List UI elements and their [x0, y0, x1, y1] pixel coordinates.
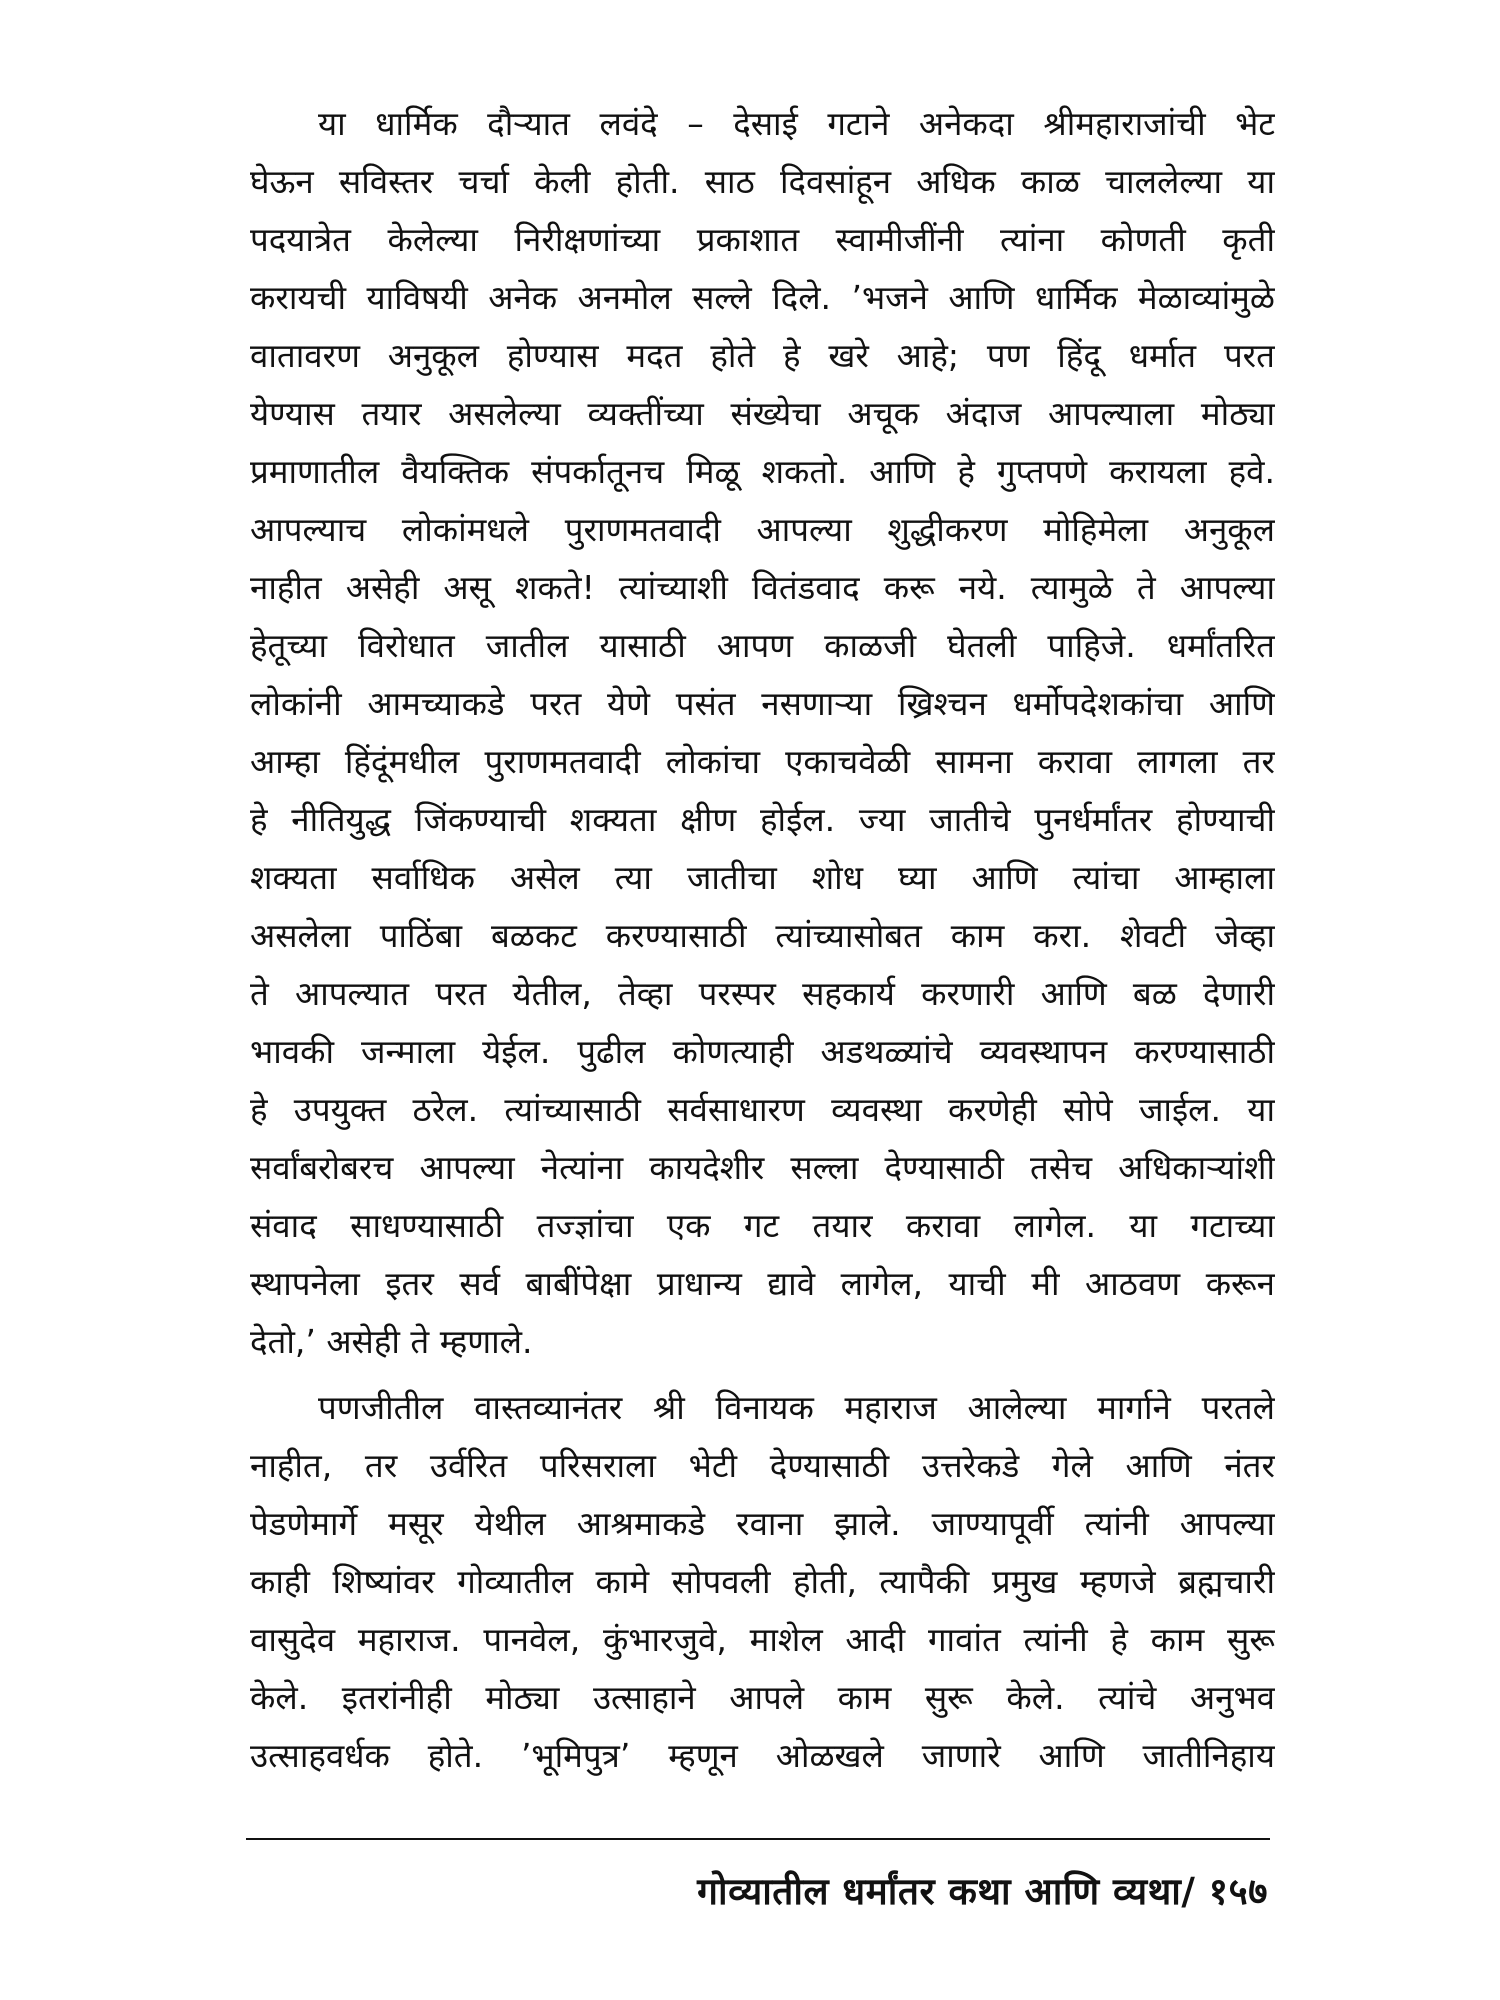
- text-line: ते आपल्यात परत येतील, तेव्हा परस्पर सहकार्य करणारी आणि बळ देणारी: [250, 974, 1275, 1013]
- text-line: उत्साहवर्धक होते. ’भूमिपुत्र’ म्हणून ओळखले जाणारे आणि जातीनिहाय: [250, 1736, 1275, 1775]
- text-line: येण्यास तयार असलेल्या व्यक्तींच्या संख्येचा अचूक अंदाज आपल्याला मोठ्या: [250, 394, 1275, 433]
- text-line: आपल्याच लोकांमधले पुराणमतवादी आपल्या शुद्धीकरण मोहिमेला अनुकूल: [250, 510, 1275, 549]
- text-line: सर्वांबरोबरच आपल्या नेत्यांना कायदेशीर सल्ला देण्यासाठी तसेच अधिकाऱ्यांशी: [250, 1148, 1275, 1187]
- text-line: नाहीत, तर उर्वरित परिसराला भेटी देण्यासाठी उत्तरेकडे गेले आणि नंतर: [250, 1446, 1275, 1485]
- text-line: संवाद साधण्यासाठी तज्ज्ञांचा एक गट तयार करावा लागेल. या गटाच्या: [250, 1206, 1275, 1245]
- text-line: नाहीत असेही असू शकते! त्यांच्याशी वितंडवाद करू नये. त्यामुळे ते आपल्या: [250, 568, 1275, 607]
- paragraph-2: [250, 1379, 1275, 1785]
- text-line: देतो,’ असेही ते म्हणाले.: [250, 1322, 533, 1361]
- text-line: वासुदेव महाराज. पानवेल, कुंभारजुवे, माशेल आदी गावांत त्यांनी हे काम सुरू: [250, 1620, 1275, 1659]
- text-line: घेऊन सविस्तर चर्चा केली होती. साठ दिवसांहून अधिक काळ चाललेल्या या: [250, 162, 1275, 201]
- text-line: हे नीतियुद्ध जिंकण्याची शक्यता क्षीण होईल. ज्या जातीचे पुनर्धर्मांतर होण्याची: [250, 800, 1275, 839]
- text-line: लोकांनी आमच्याकडे परत येणे पसंत नसणाऱ्या ख्रिश्चन धर्मोपदेशकांचा आणि: [250, 684, 1275, 723]
- text-line: हेतूच्या विरोधात जातील यासाठी आपण काळजी घेतली पाहिजे. धर्मांतरित: [250, 626, 1275, 665]
- text-line: करायची याविषयी अनेक अनमोल सल्ले दिले. ’भजने आणि धार्मिक मेळाव्यांमुळे: [250, 278, 1275, 317]
- body-text: [250, 95, 1275, 1785]
- text-line: शक्यता सर्वाधिक असेल त्या जातीचा शोध घ्या आणि त्यांचा आम्हाला: [250, 858, 1275, 897]
- paragraph-1: [250, 95, 1275, 1371]
- text-line: स्थापनेला इतर सर्व बाबींपेक्षा प्राधान्य द्यावे लागेल, याची मी आठवण करून: [250, 1264, 1275, 1303]
- text-line: आम्हा हिंदूंमधील पुराणमतवादी लोकांचा एकाचवेळी सामना करावा लागला तर: [250, 742, 1275, 781]
- text-line: वातावरण अनुकूल होण्यास मदत होते हे खरे आहे; पण हिंदू धर्मात परत: [250, 336, 1275, 375]
- text-line: असलेला पाठिंबा बळकट करण्यासाठी त्यांच्यासोबत काम करा. शेवटी जेव्हा: [250, 916, 1275, 955]
- text-line: या धार्मिक दौऱ्यात लवंदे – देसाई गटाने अनेकदा श्रीमहाराजांची भेट: [318, 104, 1275, 143]
- text-line: केले. इतरांनीही मोठ्या उत्साहाने आपले काम सुरू केले. त्यांचे अनुभव: [250, 1678, 1275, 1717]
- text-line: पणजीतील वास्तव्यानंतर श्री विनायक महाराज आलेल्या मार्गाने परतले: [318, 1388, 1275, 1427]
- footer-divider: [246, 1838, 1270, 1840]
- text-line: हे उपयुक्त ठरेल. त्यांच्यासाठी सर्वसाधारण व्यवस्था करणेही सोपे जाईल. या: [250, 1090, 1275, 1129]
- running-footer: गोव्यातील धर्मांतर कथा आणि व्यथा/ १५७: [697, 1870, 1268, 1913]
- text-line: प्रमाणातील वैयक्तिक संपर्कातूनच मिळू शकतो. आणि हे गुप्तपणे करायला हवे.: [250, 452, 1275, 491]
- text-line: भावकी जन्माला येईल. पुढील कोणत्याही अडथळ्यांचे व्यवस्थापन करण्यासाठी: [250, 1032, 1275, 1071]
- text-line: पेडणेमार्गे मसूर येथील आश्रमाकडे रवाना झाले. जाण्यापूर्वी त्यांनी आपल्या: [250, 1504, 1275, 1543]
- text-line: पदयात्रेत केलेल्या निरीक्षणांच्या प्रकाशात स्वामीजींनी त्यांना कोणती कृती: [250, 220, 1275, 259]
- text-line: काही शिष्यांवर गोव्यातील कामे सोपवली होती, त्यापैकी प्रमुख म्हणजे ब्रह्मचारी: [250, 1562, 1275, 1601]
